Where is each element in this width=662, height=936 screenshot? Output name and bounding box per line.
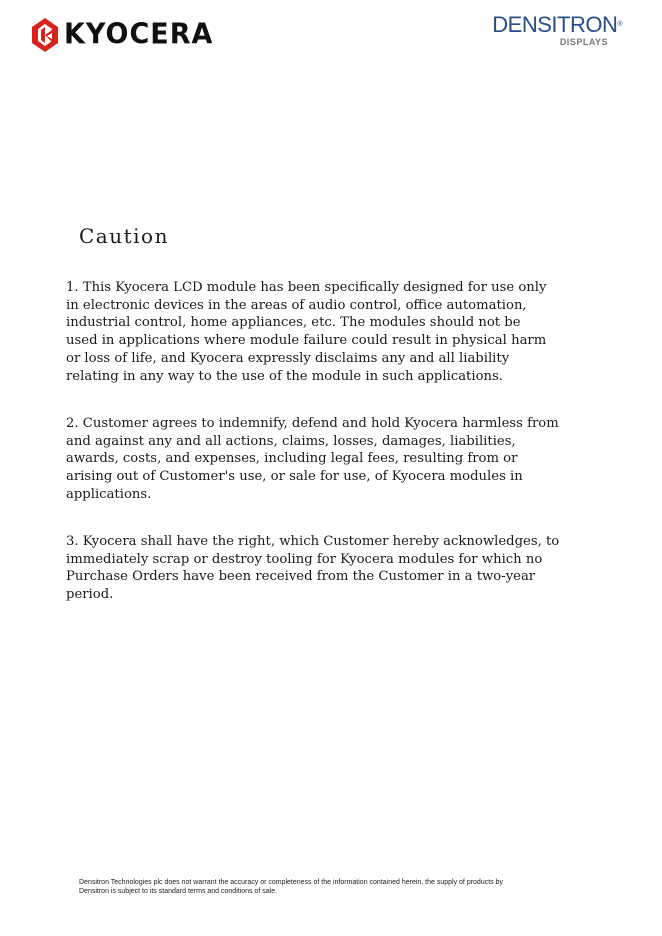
clause-line: relating in any way to the use of the module in such applications.	[66, 368, 503, 384]
clause-line: used in applications where module failure could result in physical harm	[66, 333, 547, 349]
clause-line: 2. Customer agrees to indemnify, defend and hold Kyocera harmless from	[66, 416, 559, 431]
clause-2	[66, 415, 559, 504]
clause-line: awards, costs, and expenses, including legal fees, resulting from or	[66, 451, 518, 467]
kyocera-logo	[32, 18, 213, 52]
footer-disclaimer	[79, 878, 579, 896]
clause-line: industrial control, home appliances, etc. The modules should not be	[66, 315, 521, 331]
clause-line: or loss of life, and Kyocera expressly disclaims any and all liability	[66, 350, 510, 366]
clause-1	[66, 279, 546, 385]
densitron-wordmark	[492, 14, 622, 36]
clause-line: period.	[66, 587, 114, 603]
densitron-name: DENSITRON	[492, 12, 618, 37]
clause-3	[66, 533, 559, 604]
clause-line: immediately scrap or destroy tooling for Kyocera modules for which no	[66, 551, 543, 567]
clause-line: arising out of Customer's use, or sale for use, of Kyocera modules in	[66, 469, 523, 485]
footer-line: Densitron is subject to its standard terms and conditions of sale.	[79, 888, 278, 895]
clause-line: applications.	[66, 486, 152, 502]
densitron-logo	[492, 14, 622, 48]
clause-line: 3. Kyocera shall have the right, which Customer hereby acknowledges, to	[66, 534, 560, 549]
footer-line: Densitron Technologies plc does not warrant the accuracy or completeness of the information contained herein, the supply of products by	[79, 879, 504, 886]
clause-line: 1. This Kyocera LCD module has been specifically designed for use only	[66, 280, 547, 295]
clause-line: Purchase Orders have been received from the Customer in a two-year	[66, 569, 536, 585]
registered-mark: ®	[617, 21, 622, 28]
kyocera-wordmark: KYOCERA	[64, 18, 214, 51]
page-title: Caution	[79, 224, 169, 248]
densitron-subtext: DISPLAYS	[559, 37, 608, 47]
clause-line: and against any and all actions, claims, losses, damages, liabilities,	[66, 433, 516, 449]
kyocera-mark-icon	[32, 18, 58, 52]
clause-line: in electronic devices in the areas of audio control, office automation,	[66, 297, 527, 313]
